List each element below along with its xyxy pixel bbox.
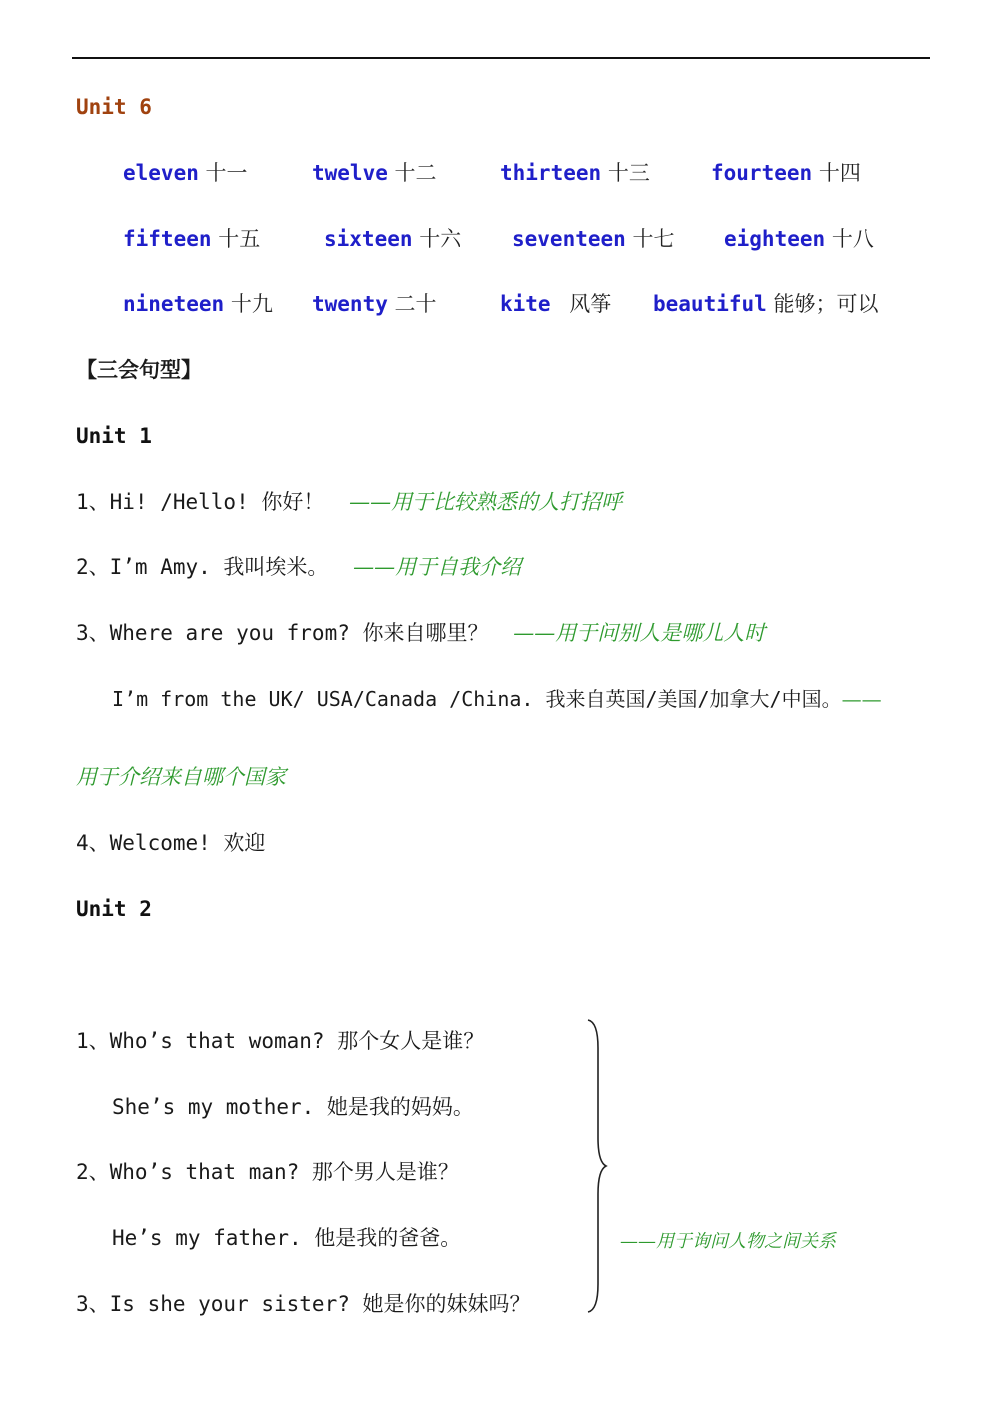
sentence-text: I’m from the UK/ USA/Canada /China. 我来自英国/美国/加拿大/中国。: [112, 687, 842, 711]
sentence-text: He’s my father. 他是我的爸爸。: [112, 1226, 462, 1250]
usage-note: ——: [841, 687, 882, 711]
unit6-title: Unit 6: [76, 95, 152, 119]
sentence-text: 4、Welcome! 欢迎: [76, 831, 266, 855]
sentence-text: She’s my mother. 她是我的妈妈。: [112, 1095, 474, 1119]
usage-note: 用于介绍来自哪个国家: [76, 765, 286, 789]
sentence-text: 2、I’m Amy. 我叫埃米。: [76, 555, 329, 579]
right-brace-icon: [584, 1018, 608, 1314]
usage-note: ——用于问别人是哪儿人时: [513, 621, 766, 645]
vocab-item: thirteen 十三: [500, 161, 650, 185]
sentence-line: [76, 553, 521, 581]
vocab-item: twelve 十二: [312, 161, 437, 185]
unit2-title: Unit 2: [76, 897, 152, 921]
usage-note: ——用于自我介绍: [353, 555, 522, 579]
vocab-item: twenty 二十: [312, 292, 437, 316]
vocab-item: fifteen 十五: [123, 227, 261, 251]
sentence-text: 1、Hi! /Hello! 你好！: [76, 490, 325, 514]
vocab-item: eighteen 十八: [724, 227, 874, 251]
sentence-line: [112, 685, 882, 713]
vocab-item: sixteen 十六: [324, 227, 462, 251]
sentence-text: 1、Who’s that woman? 那个女人是谁？: [76, 1029, 485, 1053]
vocab-item: kite 风筝: [500, 292, 612, 316]
top-rule: [72, 57, 930, 59]
sentence-text: 2、Who’s that man? 那个男人是谁？: [76, 1160, 459, 1184]
section-heading: 【三会句型】: [76, 357, 202, 382]
usage-note: ——用于比较熟悉的人打招呼: [349, 490, 623, 514]
vocab-item: fourteen 十四: [711, 161, 861, 185]
sentence-line: [76, 488, 622, 516]
vocab-item: beautiful 能够；可以: [653, 292, 879, 316]
usage-note: ——用于询问人物之间关系: [620, 1231, 836, 1252]
vocab-item: seventeen 十七: [512, 227, 675, 251]
unit1-title: Unit 1: [76, 424, 152, 448]
sentence-text: 3、Where are you from? 你来自哪里？: [76, 621, 489, 645]
sentence-text: 3、Is she your sister? 她是你的妹妹吗？: [76, 1292, 531, 1316]
sentence-line: [76, 619, 765, 647]
vocab-item: nineteen 十九: [123, 292, 273, 316]
vocab-item: eleven 十一: [123, 161, 248, 185]
